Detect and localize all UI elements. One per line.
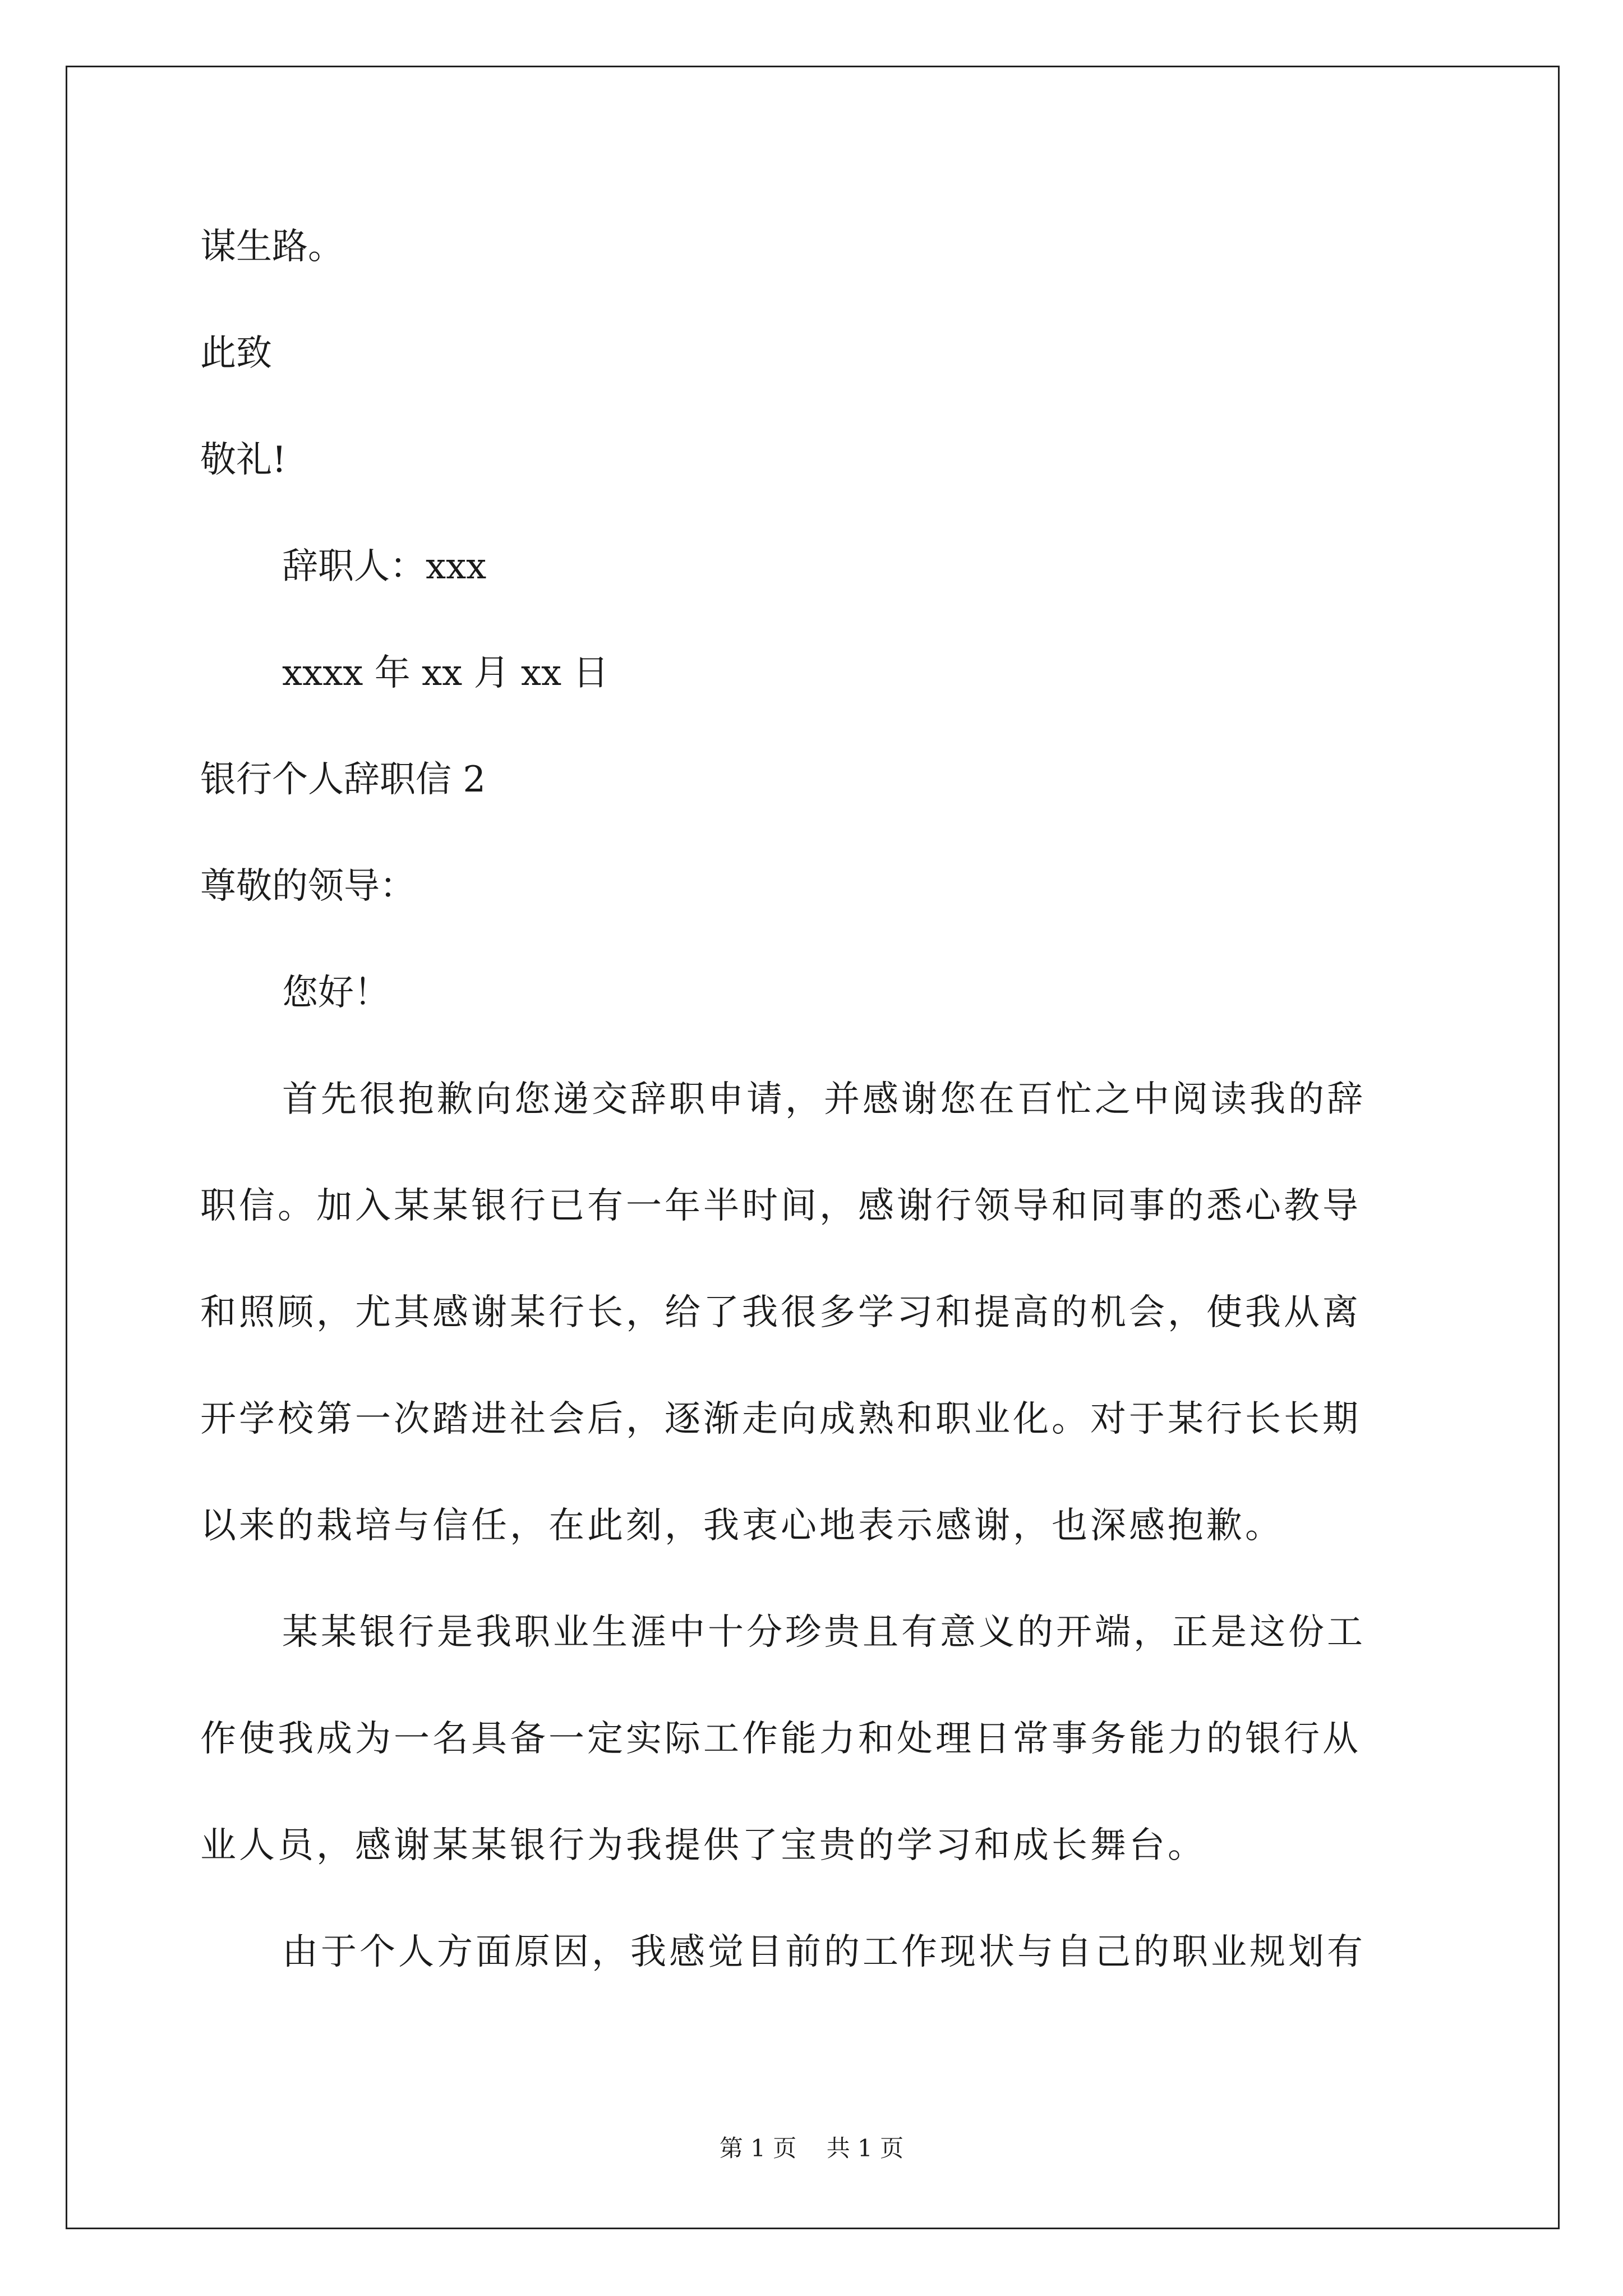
document-body (200, 222, 1423, 2033)
paragraph-line: 开学校第一次踏进社会后，逐渐走向成熟和职业化。对于某行长长期 (200, 1398, 1361, 1440)
paragraph-1 (200, 1074, 1423, 1551)
greeting: 您好！ (282, 972, 390, 1014)
paragraph-line: 业人员，感谢某某银行为我提供了宝贵的学习和成长舞台。 (200, 1825, 1206, 1866)
paragraph-3 (200, 1927, 1423, 1977)
paragraph-2 (200, 1607, 1423, 1871)
salutation: 尊敬的领导： (200, 866, 416, 907)
paragraph-line: 某某银行是我职业生涯中十分珍贵且有意义的开端，正是这份工 (282, 1612, 1366, 1653)
paragraph-line: 作使我成为一名具备一定实际工作能力和处理日常事务能力的银行从 (200, 1718, 1361, 1760)
text-line: 谋生路。 (200, 226, 344, 268)
date-line: xxxx 年 xx 月 xx 日 (282, 652, 609, 694)
closing-regards: 敬礼! (200, 439, 287, 481)
paragraph-line: 以来的栽培与信任，在此刻，我衷心地表示感谢，也深感抱歉。 (200, 1505, 1284, 1547)
paragraph-line: 和照顾，尤其感谢某行长，给了我很多学习和提高的机会，使我从离 (200, 1292, 1361, 1333)
page-footer: 第 1 页 共 1 页 (719, 2134, 904, 2162)
signature-line: 辞职人：xxx (282, 546, 487, 587)
paragraph-line: 职信。加入某某银行已有一年半时间，感谢行领导和同事的悉心教导 (200, 1185, 1361, 1227)
section-title: 银行个人辞职信 2 (200, 759, 486, 800)
paragraph-line: 首先很抱歉向您递交辞职申请，并感谢您在百忙之中阅读我的辞 (282, 1079, 1366, 1120)
paragraph-line: 由于个人方面原因，我感觉目前的工作现状与自己的职业规划有 (282, 1931, 1366, 1973)
closing-salutation: 此致 (200, 333, 272, 374)
